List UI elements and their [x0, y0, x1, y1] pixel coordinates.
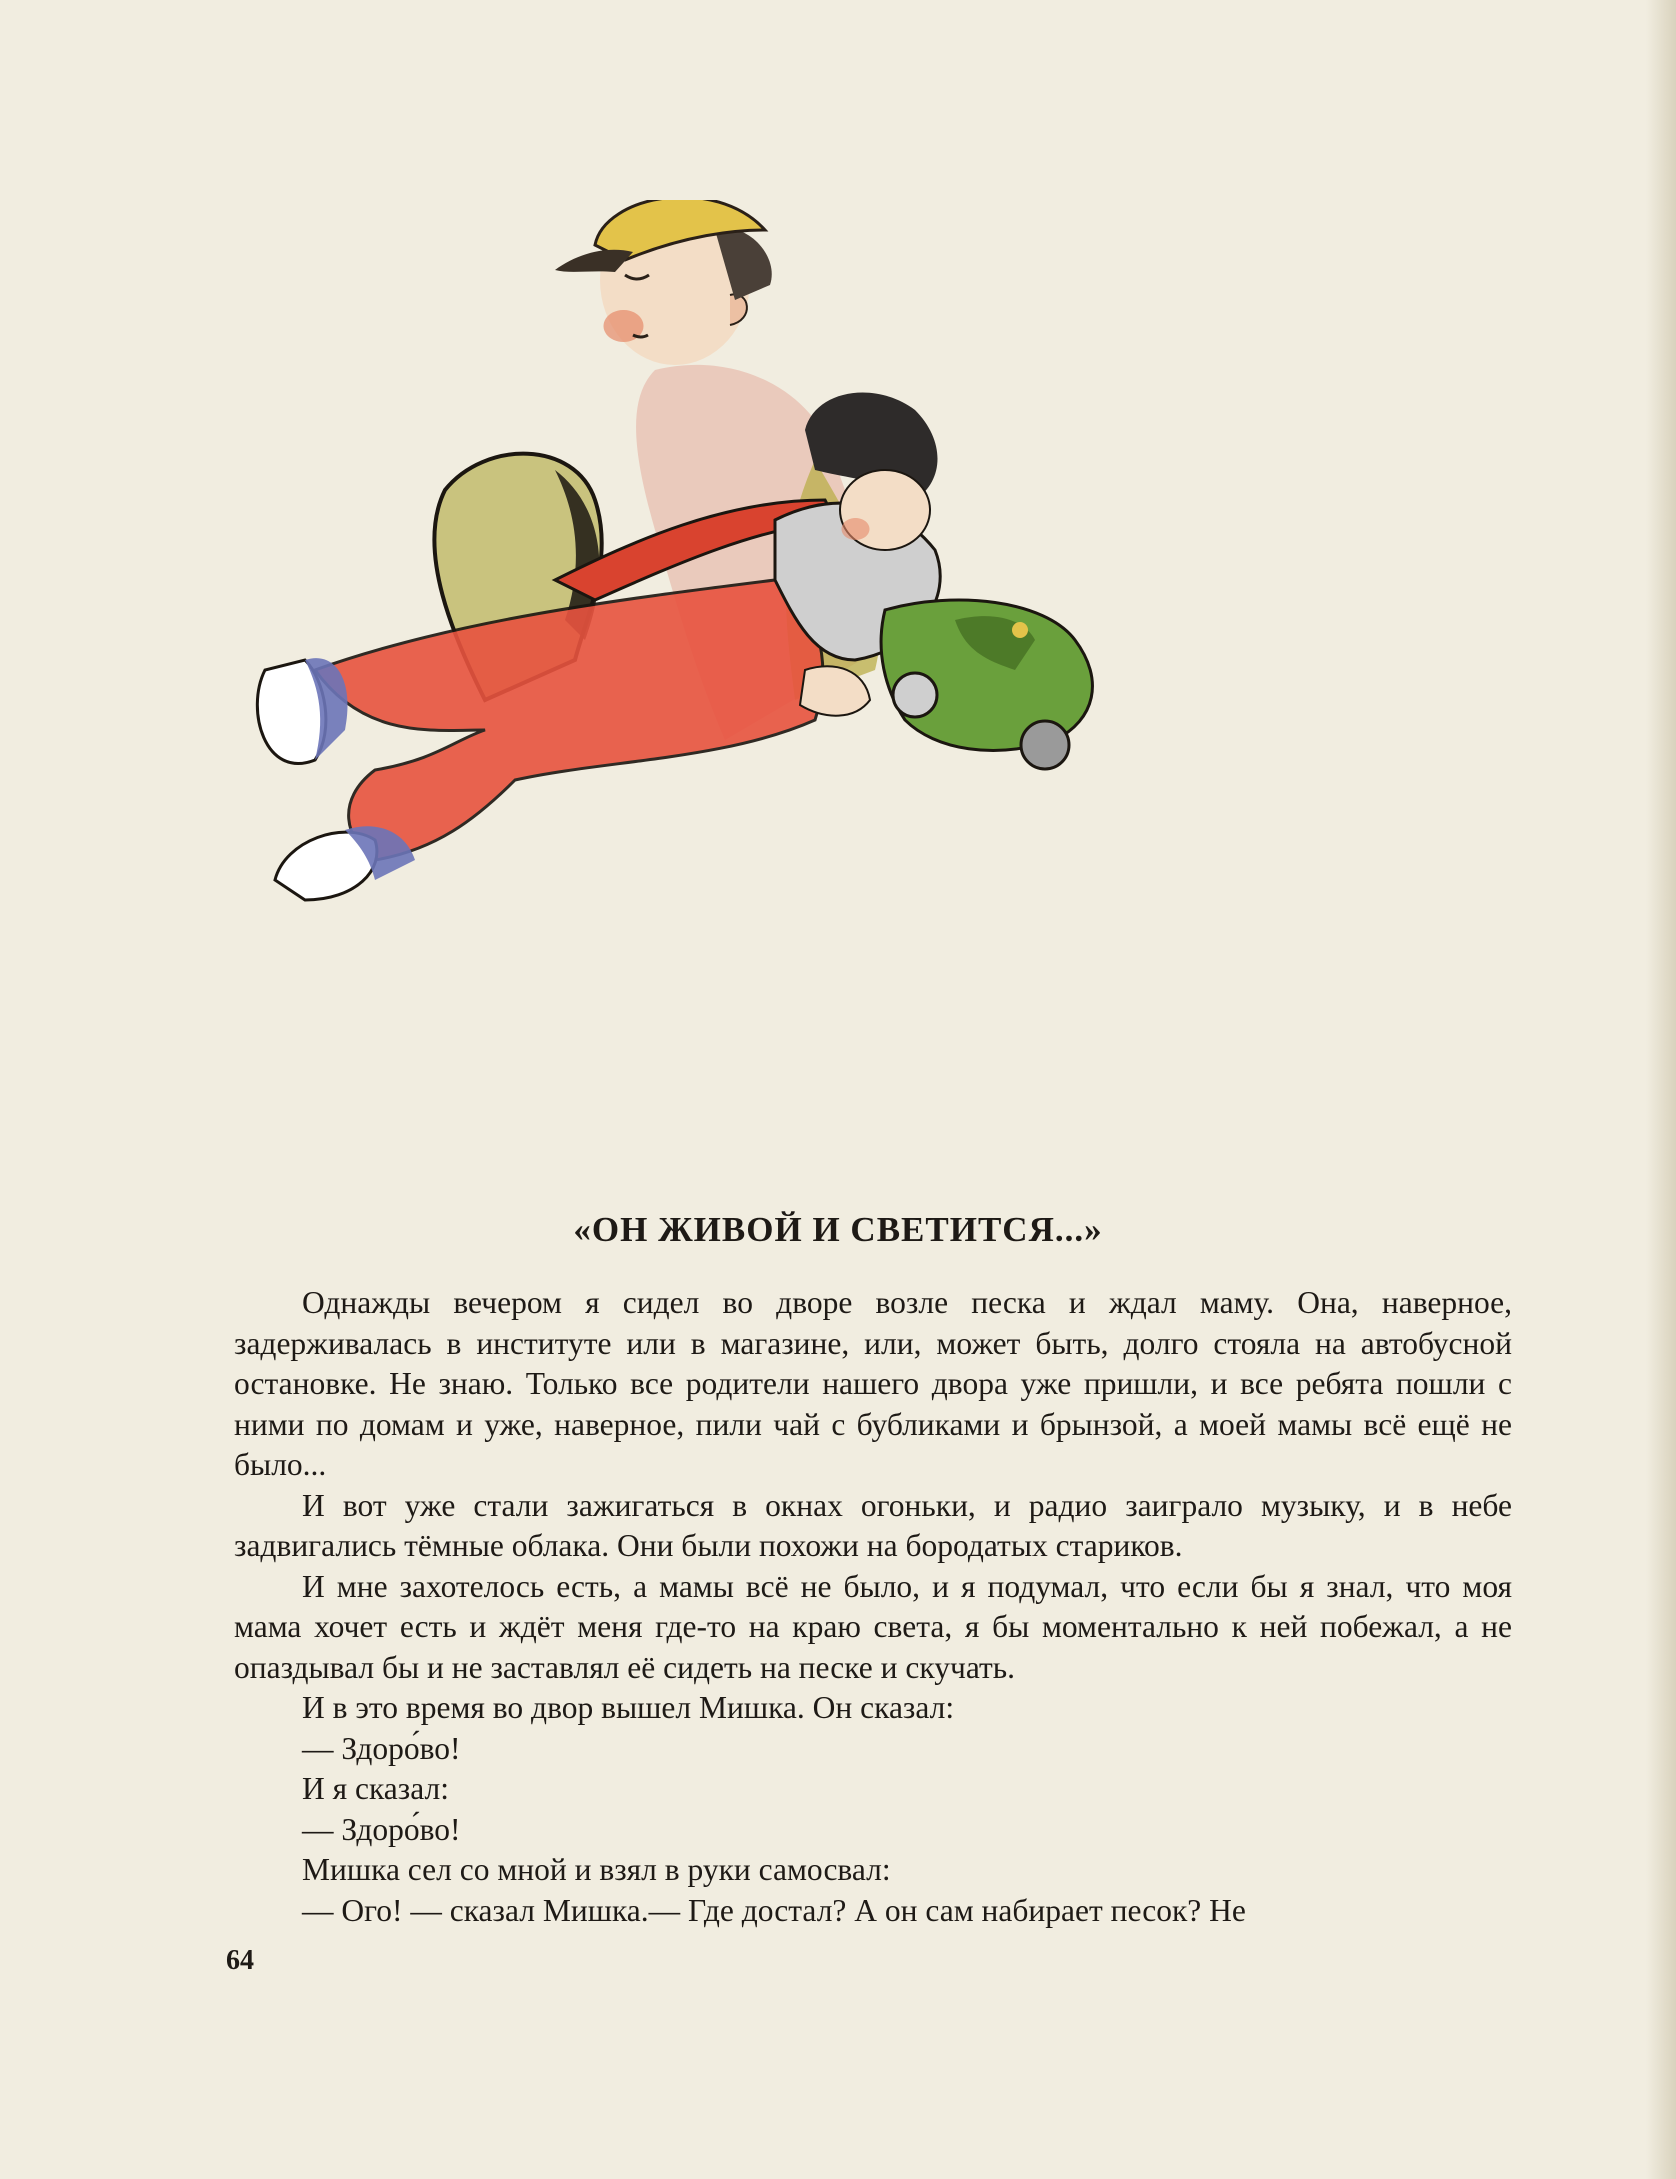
two-boys-with-toy-truck-illustration — [255, 200, 1515, 1200]
lying-boy-cheek — [842, 518, 870, 540]
paragraph: И в это время во двор вышел Мишка. Он сказал: — [302, 1690, 955, 1725]
chapter-title: «ОН ЖИВОЙ И СВЕТИТСЯ...» — [573, 1210, 1103, 1249]
page-number: 64 — [226, 1945, 254, 1976]
page-edge-shadow — [1646, 0, 1676, 2179]
paragraph: И я сказал: — [302, 1771, 449, 1806]
lying-boy-red-pants — [315, 580, 823, 860]
seated-boy-ear — [730, 294, 747, 325]
dialogue-line: — Здоро́во! — [302, 1811, 461, 1847]
paragraph: Однажды вечером я сидел во дворе возле песка и ждал маму. Она, наверное, задерживалась в институте или в магазине, или, может быть, долго стояла на автобусной остановке. Не знаю. Только все родители нашего двора уже пришли, и все ребята пошли с ними по домам и уже, наверное, пили чай с бубликами и брынзой, а моей мамы всё ещё не было... — [234, 1285, 1512, 1482]
paragraph: И вот уже стали зажигаться в окнах огоньки, и радио заиграло музыку, и в небе задвигались тёмные облака. Они были похожи на бородатых стариков. — [234, 1487, 1512, 1563]
dialogue-line: — Ого! — сказал Мишка.— Где достал? А он сам набирает песок? Не — [302, 1892, 1246, 1928]
story-text — [234, 1283, 1512, 1931]
paragraph: И мне захотелось есть, а мамы всё не было, и я подумал, что если бы я знал, что моя мама хочет есть и ждёт меня где-то на краю света, я бы моментально к ней побежал, а не опаздывал бы и не заставлял её сидеть на песке и скучать. — [234, 1568, 1512, 1685]
dialogue-line: — Здоро́во! — [302, 1730, 461, 1766]
paragraph: Мишка сел со мной и взял в руки самосвал: — [302, 1852, 891, 1887]
toy-truck-icon — [881, 600, 1092, 769]
